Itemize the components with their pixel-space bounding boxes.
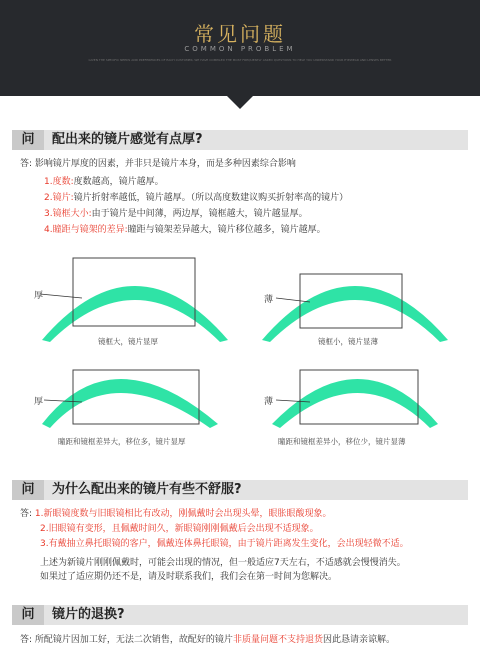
lens-arc bbox=[42, 286, 228, 342]
factor-label: 3.镜框大小: bbox=[44, 209, 92, 219]
answer-line-1 bbox=[20, 508, 332, 521]
question-tag: 问 bbox=[12, 130, 44, 150]
answer-prefix: 答: bbox=[20, 635, 33, 645]
lens-diagram-1 bbox=[30, 252, 240, 372]
diagram-caption: 镜框小，镜片显薄 bbox=[318, 337, 378, 346]
lens-arc bbox=[272, 379, 438, 428]
diagram-caption: 瞳距和镜框差异小，移位少，镜片显薄 bbox=[278, 437, 406, 446]
factor-3 bbox=[44, 208, 308, 221]
thickness-label: 厚 bbox=[34, 291, 44, 301]
header-banner bbox=[0, 0, 480, 96]
answer-prefix: 答: bbox=[20, 159, 33, 169]
answer-note-2: 如果过了适应期仍还不是，请及时联系我们，我们会在第一时间为您解决。 bbox=[40, 572, 338, 582]
page-title: 常见问题 bbox=[194, 22, 286, 46]
question-title: 为什么配出来的镜片有些不舒服? bbox=[52, 482, 242, 497]
answer-note-1: 上述为新镜片刚刚佩戴时，可能会出现的情况，但一般适应7天左右，不适感就会慢慢消失。 bbox=[40, 558, 406, 568]
factor-4 bbox=[44, 224, 326, 237]
question-bar-1 bbox=[12, 130, 468, 150]
thickness-label: 薄 bbox=[264, 295, 274, 305]
pointer-line bbox=[40, 294, 82, 298]
factor-1 bbox=[44, 176, 164, 189]
header-notch-arrow bbox=[226, 95, 254, 109]
lens-diagram-2 bbox=[250, 252, 460, 372]
lens-arc bbox=[42, 379, 218, 428]
diagram-caption: 镜框大，镜片显厚 bbox=[98, 337, 158, 346]
factor-2 bbox=[44, 192, 348, 205]
question-bar-2 bbox=[12, 480, 468, 500]
thickness-label: 薄 bbox=[264, 397, 274, 407]
factor-text: 度数越高，镜片越厚。 bbox=[73, 177, 164, 187]
factor-label: 2.镜片: bbox=[44, 193, 74, 203]
answer-line-2: 2.旧眼镜有变形，且佩戴时间久，新眼镜刚刚佩戴后会出现不适现象。 bbox=[40, 524, 319, 534]
answer-intro-text: 影响镜片厚度的因素，并非只是镜片本身，而是多种因素综合影响 bbox=[34, 159, 296, 169]
answer-text-end: 因此恳请亲谅解。 bbox=[322, 635, 395, 645]
pointer-line bbox=[276, 298, 310, 302]
factor-label: 4.瞳距与镜架的差异: bbox=[44, 225, 128, 235]
factor-label: 1.度数: bbox=[44, 177, 74, 187]
answer-return bbox=[20, 634, 395, 647]
page-subtitle: COMMON PROBLEM bbox=[184, 45, 296, 53]
question-bar-3 bbox=[12, 605, 468, 625]
answer-text: 1.新眼镜度数与旧眼镜相比有改动，刚佩戴时会出现头晕，眼胀眼酸现象。 bbox=[34, 509, 332, 519]
factor-text: 由于镜片是中间薄，两边厚，镜框越大，镜片越显厚。 bbox=[91, 209, 308, 219]
question-title: 镜片的退换? bbox=[52, 607, 125, 622]
lens-arc bbox=[262, 286, 448, 342]
question-tag: 问 bbox=[12, 605, 44, 625]
answer-prefix: 答: bbox=[20, 509, 33, 519]
header-fine-print: GIVEN THE SPECIFIC NEEDS AND PREFERENCES OF EACH CUSTOMER, WE HAVE COMPILED THE MOST FREQUENTLY ASKED QUESTIONS TO HELP YOU UNDERSTAND YOUR EYEWEAR AND LENSES BETTER bbox=[88, 58, 392, 62]
question-tag: 问 bbox=[12, 480, 44, 500]
answer-highlight: 非质量问题不支持退货 bbox=[232, 635, 323, 645]
lens-diagram-4 bbox=[250, 362, 460, 482]
question-title: 配出来的镜片感觉有点厚? bbox=[52, 132, 203, 147]
factor-text: 镜片折射率越低，镜片越厚。（所以高度数建议购买折射率高的镜片） bbox=[73, 193, 349, 203]
diagram-caption: 瞳距和镜框差异大，移位多，镜片显厚 bbox=[58, 437, 186, 446]
answer-text: 所配镜片因加工好，无法二次销售，故配好的镜片 bbox=[34, 635, 233, 645]
answer-intro bbox=[20, 158, 296, 171]
factor-text: 瞳距与镜架差异越大，镜片移位越多，镜片越厚。 bbox=[127, 225, 326, 235]
thickness-label: 厚 bbox=[34, 397, 44, 407]
answer-line-3: 3.有戴抽立鼻托眼镜的客户，佩戴连体鼻托眼镜，由于镜片距离发生变化，会出现轻微不适。 bbox=[40, 539, 409, 549]
lens-diagram-3 bbox=[30, 362, 240, 482]
